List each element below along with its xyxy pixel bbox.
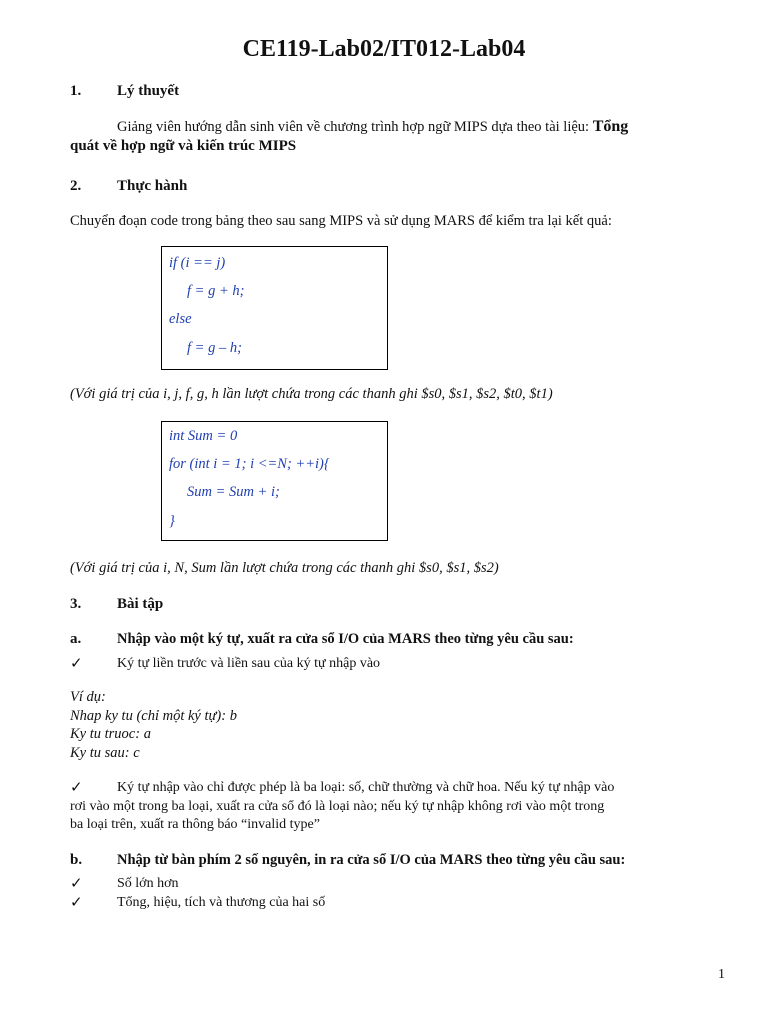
example-line: Ví dụ:	[70, 689, 106, 705]
section-2-intro: Chuyển đoạn code trong bảng theo sau sang MIPS và sử dụng MARS để kiểm tra lại kết quả:	[70, 213, 612, 229]
exercise-a-heading: Nhập vào một ký tự, xuất ra cửa sổ I/O của MARS theo từng yêu cầu sau:	[117, 631, 574, 647]
code-line: if (i == j)	[169, 255, 226, 271]
exercise-a-item-2-line-2: rơi vào một trong ba loại, xuất ra cửa sổ đó là loại nào; nếu ký tự nhập không rơi vào một trong	[70, 799, 605, 814]
exercise-b-heading: Nhập từ bàn phím 2 số nguyên, in ra cửa sổ I/O của MARS theo từng yêu cầu sau:	[117, 852, 626, 868]
section-2-number: 2.	[70, 178, 82, 194]
example-line: Ky tu sau: c	[70, 745, 140, 761]
exercise-a-item-2-line-1: Ký tự nhập vào chỉ được phép là ba loại: số, chữ thường và chữ hoa. Nếu ký tự nhập vào	[117, 780, 615, 795]
check-icon: ✓	[70, 876, 83, 892]
exercise-a-item-2-line-3: ba loại trên, xuất ra thông báo “invalid type”	[70, 817, 320, 832]
code-line: else	[169, 311, 192, 327]
section-1-document-name-part-2: quát về hợp ngữ và kiến trúc MIPS	[70, 138, 297, 154]
exercise-b-item-2: Tổng, hiệu, tích và thương của hai số	[117, 895, 326, 910]
page-number: 1	[718, 967, 725, 982]
code-line: }	[169, 513, 175, 529]
example-line: Ky tu truoc: a	[70, 726, 151, 742]
check-icon: ✓	[70, 895, 83, 911]
code-line: for (int i = 1; i <=N; ++i){	[169, 456, 330, 472]
exercise-a-item-1: Ký tự liền trước và liền sau của ký tự nhập vào	[117, 656, 381, 671]
code-line: f = g – h;	[187, 340, 242, 356]
code-line: f = g + h;	[187, 283, 245, 299]
check-icon: ✓	[70, 780, 83, 796]
exercise-b-label: b.	[70, 852, 83, 868]
document-title: CE119-Lab02/IT012-Lab04	[242, 36, 526, 62]
section-1-paragraph-text: Giảng viên hướng dẫn sinh viên về chương trình hợp ngữ MIPS dựa theo tài liệu:	[117, 119, 593, 135]
code-2-note: (Với giá trị của i, N, Sum lần lượt chứa trong các thanh ghi $s0, $s1, $s2)	[70, 560, 499, 576]
section-1-document-name-part-1: Tổng	[592, 118, 629, 135]
section-2-title: Thực hành	[117, 178, 188, 194]
check-icon: ✓	[70, 656, 83, 672]
section-3-title: Bài tập	[117, 596, 164, 612]
section-1-paragraph-line-1	[117, 118, 628, 136]
section-3-number: 3.	[70, 596, 82, 612]
exercise-a-label: a.	[70, 631, 82, 647]
section-1-title: Lý thuyết	[117, 83, 180, 99]
section-1-number: 1.	[70, 83, 82, 99]
exercise-b-item-1: Số lớn hơn	[117, 876, 179, 891]
code-1-note: (Với giá trị của i, j, f, g, h lần lượt chứa trong các thanh ghi $s0, $s1, $s2, $t0, $t1)	[70, 386, 553, 402]
code-line: int Sum = 0	[169, 428, 238, 444]
code-line: Sum = Sum + i;	[187, 484, 280, 500]
code-box-for-loop	[161, 421, 388, 541]
example-line: Nhap ky tu (chỉ một ký tự): b	[70, 708, 237, 724]
code-box-if-else	[161, 246, 388, 370]
